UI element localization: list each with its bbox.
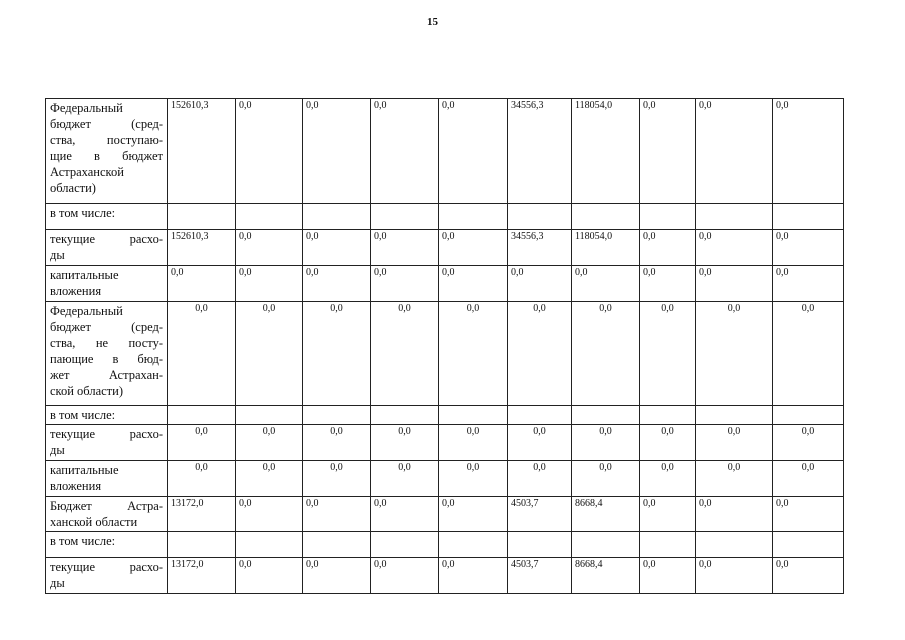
value-cell xyxy=(371,204,439,230)
table-row xyxy=(46,406,844,425)
value-cell: 0,0 xyxy=(640,497,696,532)
table-row xyxy=(46,230,844,266)
value-cell: 0,0 xyxy=(371,558,439,594)
row-label-line: Астраханской xyxy=(50,165,124,179)
value-cell: 0,0 xyxy=(439,558,508,594)
value-cell: 0,0 xyxy=(696,266,773,302)
row-label-line: Федеральный xyxy=(50,304,123,318)
row-label-line: текущие расхо- xyxy=(50,427,163,441)
value-cell xyxy=(439,532,508,558)
row-label-line: ханской области xyxy=(50,515,138,529)
row-label-line: щие в бюджет xyxy=(50,149,163,163)
value-cell xyxy=(640,532,696,558)
value-cell xyxy=(303,204,371,230)
value-cell: 0,0 xyxy=(371,230,439,266)
value-cell: 0,0 xyxy=(371,497,439,532)
row-label-line: капитальные xyxy=(50,268,119,282)
value-cell xyxy=(640,204,696,230)
row-label-line: текущие расхо- xyxy=(50,560,163,574)
value-cell: 0,0 xyxy=(371,461,439,497)
row-label xyxy=(46,266,168,302)
value-cell: 0,0 xyxy=(640,425,696,461)
value-cell: 0,0 xyxy=(303,497,371,532)
table-row xyxy=(46,461,844,497)
row-label-line: жет Астрахан- xyxy=(50,368,163,382)
value-cell: 0,0 xyxy=(773,99,844,204)
value-cell: 0,0 xyxy=(236,99,303,204)
value-cell xyxy=(236,204,303,230)
value-cell: 4503,7 xyxy=(508,558,572,594)
row-label-line: ды xyxy=(50,248,65,262)
value-cell: 0,0 xyxy=(371,302,439,406)
value-cell: 0,0 xyxy=(640,266,696,302)
table-row xyxy=(46,302,844,406)
table-row xyxy=(46,99,844,204)
value-cell xyxy=(168,204,236,230)
row-label xyxy=(46,406,168,425)
value-cell: 118054,0 xyxy=(572,230,640,266)
value-cell xyxy=(640,406,696,425)
value-cell: 0,0 xyxy=(303,461,371,497)
value-cell xyxy=(303,406,371,425)
value-cell xyxy=(371,532,439,558)
row-label-line: в том числе: xyxy=(50,534,116,548)
value-cell: 0,0 xyxy=(696,461,773,497)
value-cell: 0,0 xyxy=(773,497,844,532)
value-cell: 0,0 xyxy=(236,425,303,461)
value-cell: 152610,3 xyxy=(168,230,236,266)
value-cell xyxy=(168,532,236,558)
row-label-line: ды xyxy=(50,576,65,590)
value-cell: 0,0 xyxy=(303,302,371,406)
value-cell: 0,0 xyxy=(236,558,303,594)
value-cell xyxy=(439,204,508,230)
value-cell: 0,0 xyxy=(773,266,844,302)
value-cell: 0,0 xyxy=(773,558,844,594)
row-label xyxy=(46,497,168,532)
row-label-line: ства, поступаю- xyxy=(50,133,163,147)
row-label-line: бюджет (сред- xyxy=(50,320,163,334)
value-cell: 0,0 xyxy=(572,461,640,497)
value-cell xyxy=(371,406,439,425)
value-cell xyxy=(236,406,303,425)
value-cell: 13172,0 xyxy=(168,558,236,594)
value-cell: 0,0 xyxy=(640,99,696,204)
value-cell: 0,0 xyxy=(168,266,236,302)
row-label-line: бюджет (сред- xyxy=(50,117,163,131)
value-cell xyxy=(572,406,640,425)
row-label-line: вложения xyxy=(50,284,102,298)
value-cell: 0,0 xyxy=(303,266,371,302)
value-cell: 0,0 xyxy=(640,302,696,406)
row-label xyxy=(46,425,168,461)
value-cell: 8668,4 xyxy=(572,497,640,532)
table-row xyxy=(46,558,844,594)
value-cell: 0,0 xyxy=(303,230,371,266)
value-cell: 0,0 xyxy=(236,266,303,302)
row-label-line: Федеральный xyxy=(50,101,123,115)
table-row xyxy=(46,425,844,461)
value-cell: 0,0 xyxy=(696,230,773,266)
value-cell: 0,0 xyxy=(439,99,508,204)
value-cell xyxy=(508,406,572,425)
value-cell: 0,0 xyxy=(439,425,508,461)
value-cell xyxy=(439,406,508,425)
value-cell: 0,0 xyxy=(773,461,844,497)
row-label-line: капитальные xyxy=(50,463,119,477)
value-cell: 0,0 xyxy=(696,497,773,532)
value-cell: 0,0 xyxy=(236,461,303,497)
row-label xyxy=(46,558,168,594)
row-label-line: в том числе: xyxy=(50,206,116,220)
value-cell: 0,0 xyxy=(572,266,640,302)
value-cell xyxy=(236,532,303,558)
value-cell: 0,0 xyxy=(640,461,696,497)
table-row xyxy=(46,204,844,230)
value-cell xyxy=(508,532,572,558)
row-label-line: области) xyxy=(50,181,96,195)
row-label-line: в том числе: xyxy=(50,408,116,422)
value-cell: 152610,3 xyxy=(168,99,236,204)
value-cell: 34556,3 xyxy=(508,99,572,204)
value-cell: 0,0 xyxy=(508,302,572,406)
row-label xyxy=(46,99,168,204)
row-label xyxy=(46,532,168,558)
value-cell: 0,0 xyxy=(696,99,773,204)
value-cell: 0,0 xyxy=(572,302,640,406)
table-row xyxy=(46,532,844,558)
value-cell: 0,0 xyxy=(236,302,303,406)
value-cell: 0,0 xyxy=(439,461,508,497)
value-cell: 0,0 xyxy=(508,266,572,302)
value-cell: 0,0 xyxy=(572,425,640,461)
value-cell: 0,0 xyxy=(773,302,844,406)
value-cell: 0,0 xyxy=(773,425,844,461)
value-cell xyxy=(773,406,844,425)
value-cell: 0,0 xyxy=(168,461,236,497)
row-label xyxy=(46,230,168,266)
value-cell: 118054,0 xyxy=(572,99,640,204)
row-label xyxy=(46,461,168,497)
value-cell: 0,0 xyxy=(508,461,572,497)
value-cell xyxy=(572,204,640,230)
value-cell: 0,0 xyxy=(168,425,236,461)
value-cell: 0,0 xyxy=(371,425,439,461)
row-label-line: ской области) xyxy=(50,384,123,398)
value-cell: 0,0 xyxy=(371,266,439,302)
value-cell: 0,0 xyxy=(439,266,508,302)
value-cell xyxy=(168,406,236,425)
value-cell xyxy=(572,532,640,558)
table-row xyxy=(46,266,844,302)
row-label-line: ды xyxy=(50,443,65,457)
value-cell: 0,0 xyxy=(773,230,844,266)
row-label-line: Бюджет Астра- xyxy=(50,499,163,513)
value-cell: 34556,3 xyxy=(508,230,572,266)
value-cell: 0,0 xyxy=(439,230,508,266)
row-label-line: текущие расхо- xyxy=(50,232,163,246)
value-cell: 8668,4 xyxy=(572,558,640,594)
value-cell: 0,0 xyxy=(303,425,371,461)
value-cell: 4503,7 xyxy=(508,497,572,532)
value-cell: 0,0 xyxy=(696,558,773,594)
table-row xyxy=(46,497,844,532)
value-cell: 0,0 xyxy=(508,425,572,461)
value-cell: 0,0 xyxy=(439,302,508,406)
value-cell xyxy=(696,532,773,558)
value-cell: 0,0 xyxy=(640,230,696,266)
table-body xyxy=(46,99,844,594)
value-cell xyxy=(508,204,572,230)
value-cell xyxy=(773,204,844,230)
row-label xyxy=(46,302,168,406)
value-cell: 0,0 xyxy=(236,497,303,532)
value-cell: 0,0 xyxy=(696,425,773,461)
row-label-line: ства, не посту- xyxy=(50,336,163,350)
row-label xyxy=(46,204,168,230)
value-cell: 0,0 xyxy=(303,99,371,204)
budget-table xyxy=(45,98,844,594)
value-cell: 13172,0 xyxy=(168,497,236,532)
value-cell: 0,0 xyxy=(439,497,508,532)
value-cell: 0,0 xyxy=(640,558,696,594)
row-label-line: пающие в бюд- xyxy=(50,352,163,366)
value-cell xyxy=(303,532,371,558)
value-cell: 0,0 xyxy=(696,302,773,406)
value-cell: 0,0 xyxy=(168,302,236,406)
value-cell: 0,0 xyxy=(371,99,439,204)
value-cell: 0,0 xyxy=(236,230,303,266)
value-cell: 0,0 xyxy=(303,558,371,594)
value-cell xyxy=(696,406,773,425)
page-number: 15 xyxy=(427,16,438,28)
value-cell xyxy=(696,204,773,230)
value-cell xyxy=(773,532,844,558)
row-label-line: вложения xyxy=(50,479,102,493)
